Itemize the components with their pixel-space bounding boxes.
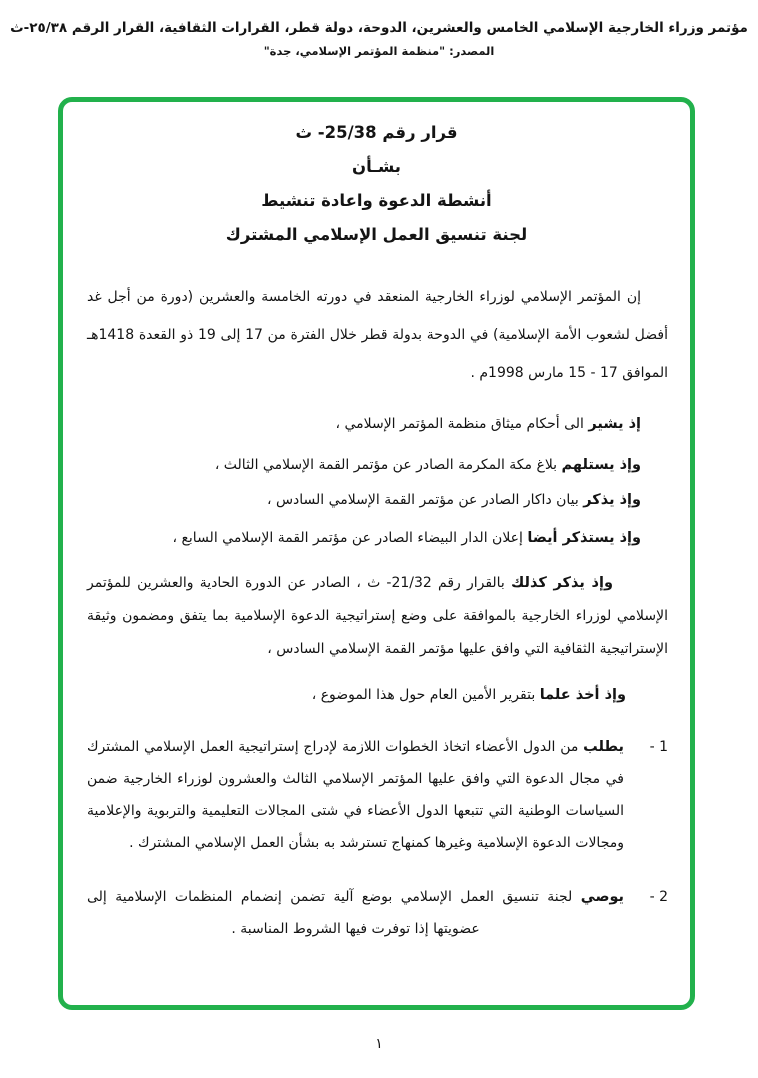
preamble-text-b: مارس 1998م . — [470, 365, 569, 381]
resolution-subject-line-2: لجنة تنسيق العمل الإسلامي المشترك — [225, 225, 528, 244]
resolution-subject-line-1: أنشطة الدعوة واعادة تنشيط — [261, 191, 492, 210]
clause-recalling-charter — [87, 408, 668, 440]
clause-text: بالقرار رقم 21/32- ث ، الصادر عن الدورة الحادية والعشرين للمؤتمر الإسلامي لوزراء الخارجية بالموافقة على وضع إستراتيجية الدعوة الإسلامية بما يتفق ومضمون وثيقة الإستراتيجية الثقافية التي وافق عليها مؤتمر القمة الإسلامي السادس ، — [87, 575, 668, 657]
clause-text: بتقرير الأمين العام حول هذا الموضوع ، — [311, 687, 540, 703]
clause-lead: وإذ يستلهم — [561, 457, 641, 473]
resolution-number-line: قرار رقم 25/38- ث — [295, 123, 458, 142]
preamble-date-range: 15 - 17 — [568, 365, 618, 381]
numbered-item-2 — [87, 881, 668, 945]
clause-recalling-dakar — [87, 484, 668, 516]
item-lead: يوصي — [580, 889, 624, 905]
clause-text: بيان داكار الصادر عن مؤتمر القمة الإسلامي السادس ، — [266, 492, 584, 508]
preamble-text-a: إن المؤتمر الإسلامي لوزراء الخارجية المنعقد في دورته الخامسة والعشرين (دورة من أجل غد أفضل لشعوب الأمة الإسلامية) في الدوحة بدولة قطر خلال الفترة من 17 إلى 19 ذو القعدة 1418هـ الموافق — [87, 289, 668, 381]
clause-lead: وإذ يذكر — [583, 492, 641, 508]
document-header — [0, 20, 758, 58]
item-number: 2 - — [649, 889, 668, 905]
clause-text: إعلان الدار البيضاء الصادر عن مؤتمر القمة الإسلامي السابع ، — [172, 530, 528, 546]
header-source-line: المصدر: "منظمة المؤتمر الإسلامي، جدة" — [263, 44, 495, 58]
resolution-title-block — [63, 116, 690, 252]
clause-lead: وإذ يستذكر أيضا — [527, 530, 641, 546]
resolution-about-line: بشـأن — [352, 157, 401, 176]
clause-recalling-casablanca — [87, 522, 668, 554]
numbered-item-1 — [87, 731, 668, 859]
item-text: لجنة تنسيق العمل الإسلامي بوضع آلية تضمن إنضمام المنظمات الإسلامية إلى عضويتها إذا توفرت فيها الشروط المناسبة . — [87, 889, 581, 937]
header-citation-line: مؤتمر وزراء الخارجية الإسلامي الخامس والعشرين، الدوحة، دولة قطر، القرارات الثقافية، القرار الرقم ٢٥/٣٨-ث — [10, 20, 748, 36]
item-text: من الدول الأعضاء اتخاذ الخطوات اللازمة لإدراج إستراتيجية العمل الإسلامي المشترك في مجال الدعوة التي وافق عليها المؤتمر الإسلامي الثالث والعشرون لوزراء الخارجية ضمن السياسات الوطنية التي تتبعها الدول الأعضاء في شتى المجالات التعليمية والتربوية والإعلامية ومجالات الدعوة الإسلامية وغيرها كمنهاج تسترشد به بشأن العمل الإسلامي المشترك . — [87, 739, 624, 851]
clause-inspired-makkah — [87, 449, 668, 481]
item-lead: يطلب — [583, 739, 624, 755]
page-number: ١ — [375, 1036, 383, 1052]
clause-recalling-resolution — [87, 567, 668, 666]
clause-lead: وإذ أخذ علما — [539, 687, 626, 703]
clause-text: الى أحكام ميثاق منظمة المؤتمر الإسلامي ، — [335, 416, 589, 432]
clause-text: بلاغ مكة المكرمة الصادر عن مؤتمر القمة الإسلامي الثالث ، — [214, 457, 562, 473]
preamble-paragraph — [87, 278, 668, 392]
clause-lead: إذ يشير — [588, 416, 641, 432]
clause-lead: وإذ يذكر كذلك — [511, 575, 613, 591]
item-number: 1 - — [649, 739, 668, 755]
clause-taking-note — [87, 679, 668, 711]
document-body — [63, 102, 690, 945]
